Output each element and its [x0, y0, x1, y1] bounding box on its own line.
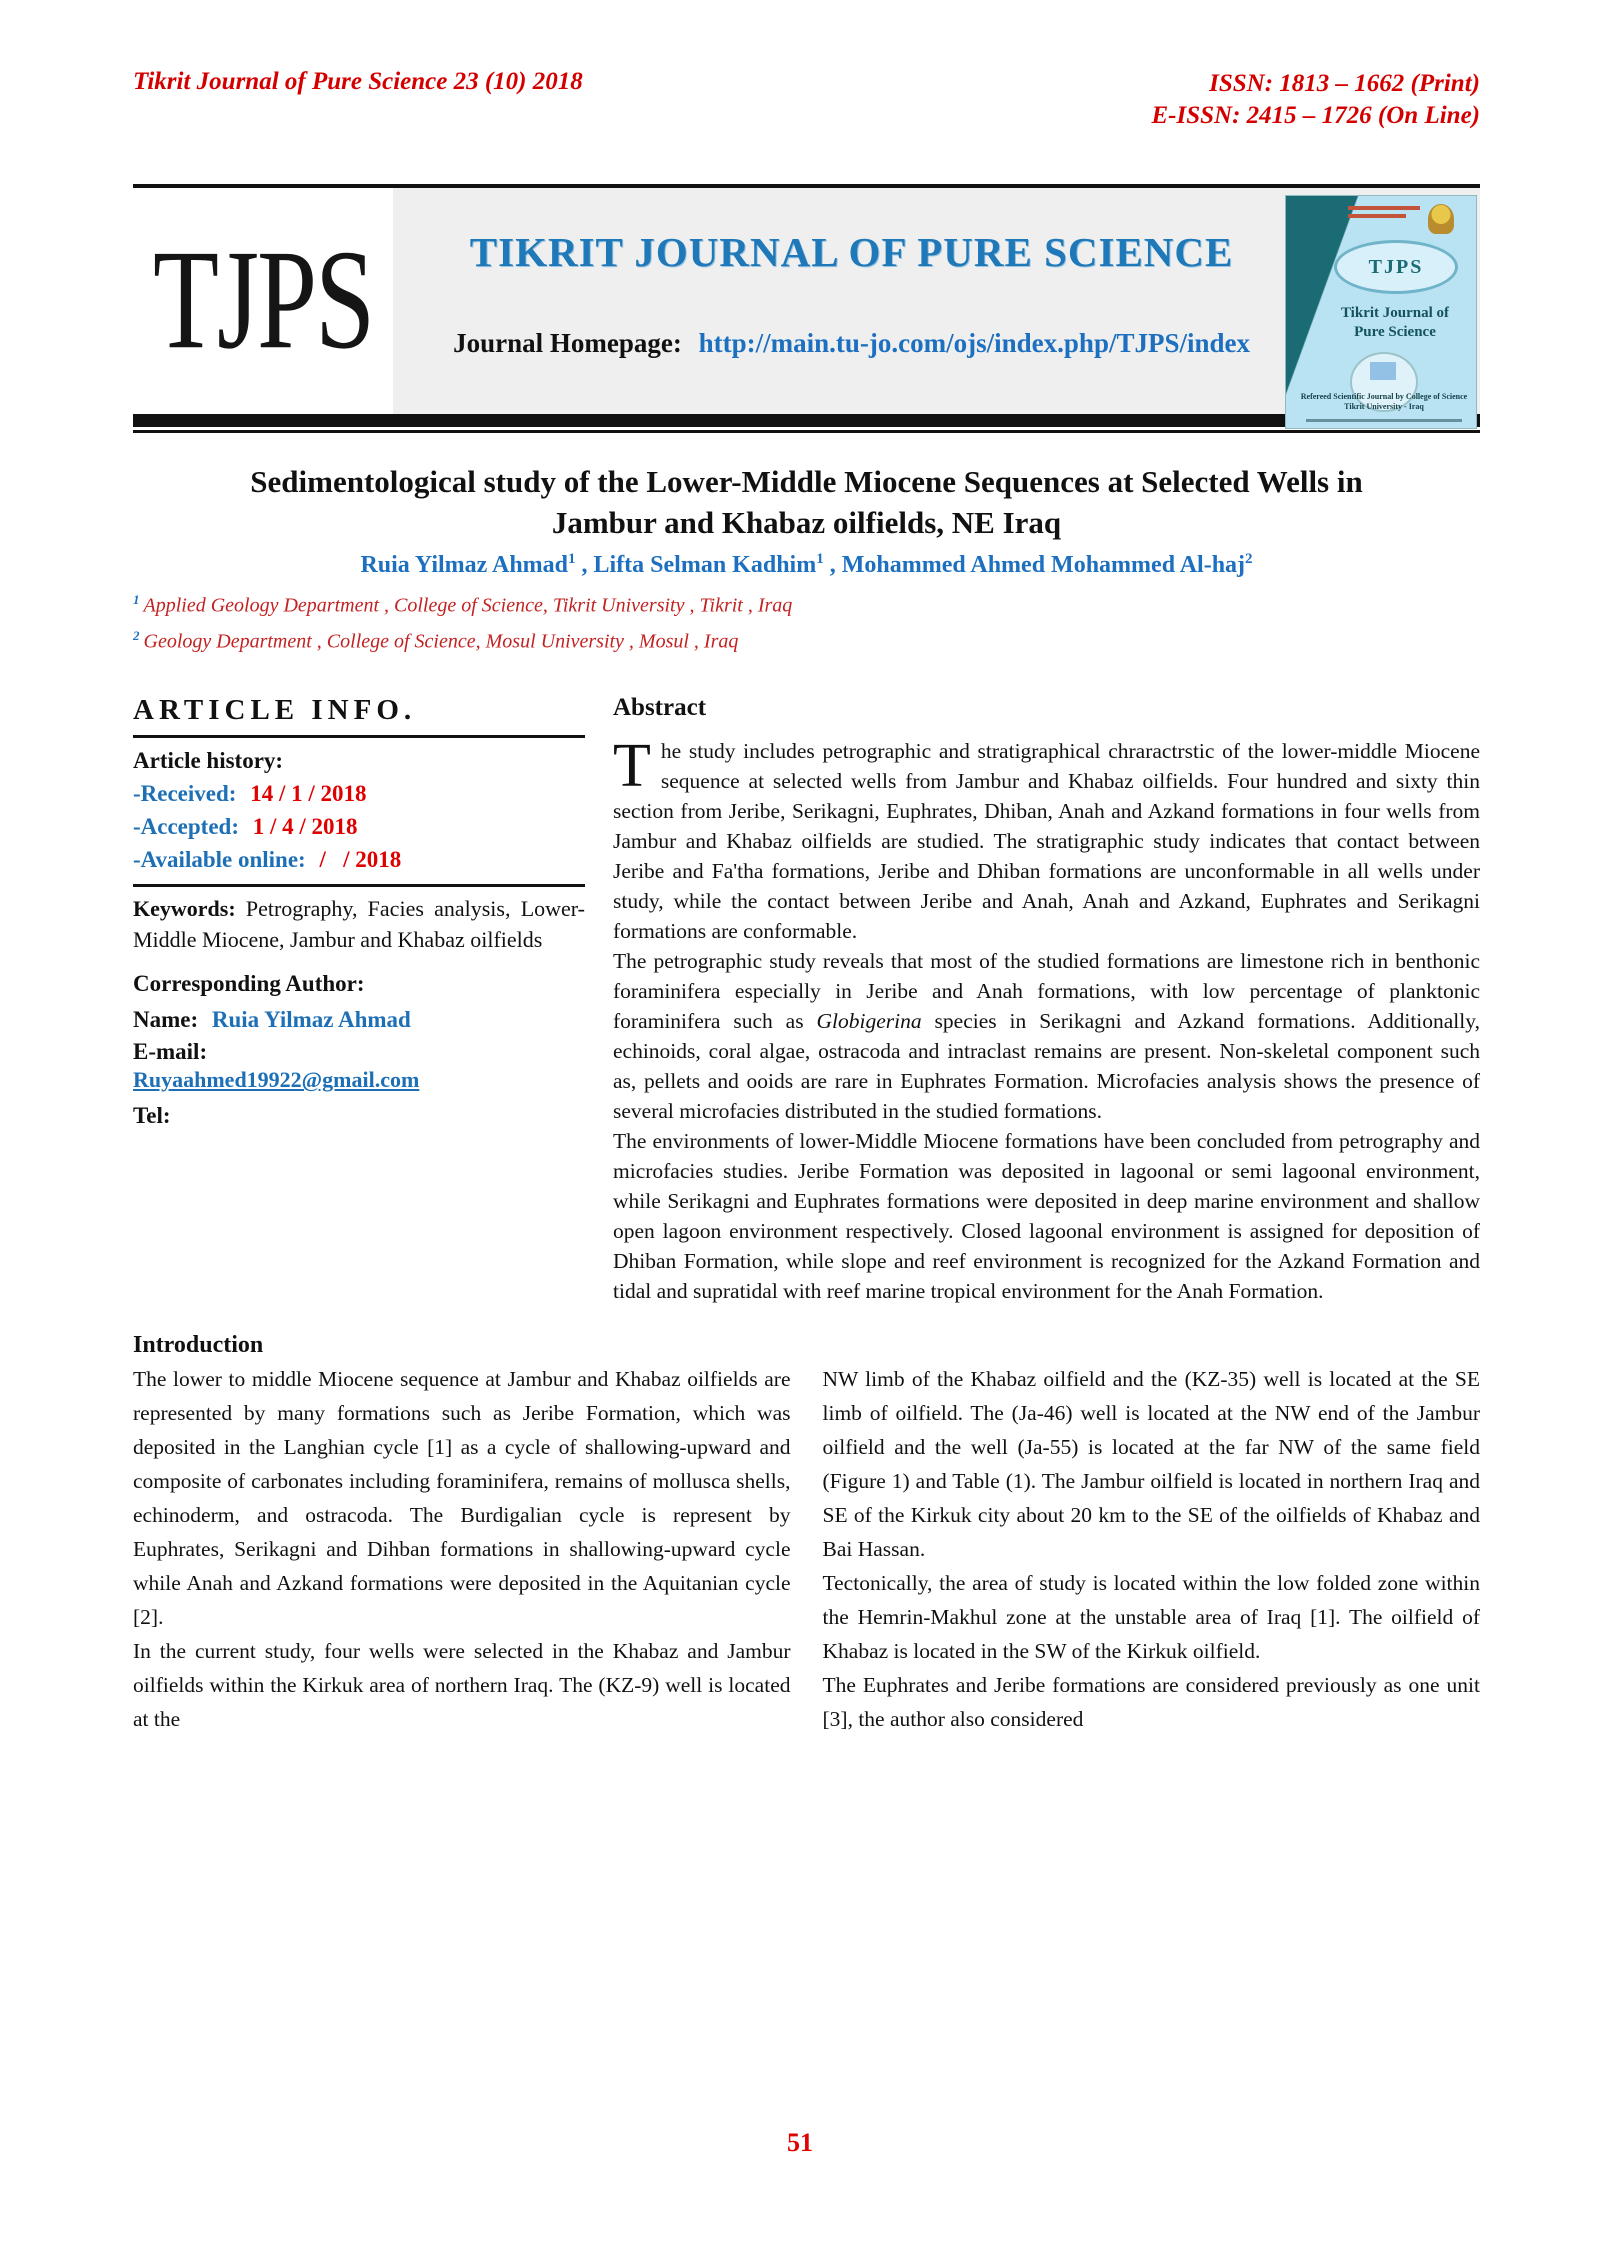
- corresponding-author-label: Corresponding Author:: [133, 971, 365, 997]
- available-online-line: [133, 843, 585, 876]
- homepage-label: Journal Homepage:: [453, 328, 682, 358]
- page-header: [133, 0, 1480, 132]
- cover-footer-text: [1300, 392, 1468, 412]
- received-line: [133, 777, 585, 810]
- cover-journal-name: [1320, 304, 1470, 342]
- journal-reference: Tikrit Journal of Pure Science 23 (10) 2018: [133, 68, 583, 95]
- author-2: Lifta Selman Kadhim: [593, 552, 817, 578]
- tjps-logo: [133, 188, 393, 414]
- author-3: Mohammed Ahmed Mohammed Al-haj: [841, 552, 1246, 578]
- banner-divider-thick: [133, 414, 1480, 427]
- available-online-date: / / 2018: [319, 847, 402, 873]
- article-history-label: Article history:: [133, 748, 284, 774]
- journal-cover-thumbnail: [1286, 196, 1476, 428]
- page-number: 51: [787, 2128, 813, 2157]
- article-info-panel: [133, 694, 585, 1306]
- abstract-paragraph-2-lead: The petrographic study reveals that most of the studied formations are limestone rich in benthonic foraminifera especially in Jeribe and Anah formations, with low percentage of planktonic foraminifera such as: [613, 949, 1480, 1034]
- affiliations: [133, 585, 1480, 656]
- accepted-date: 1 / 4 / 2018: [252, 814, 358, 840]
- received-label: -Received:: [133, 781, 237, 807]
- author-1: Ruia Yilmaz Ahmad: [360, 552, 569, 578]
- tel-label: Tel:: [133, 1103, 171, 1129]
- keywords-block: [133, 893, 585, 955]
- affiliation-2-sup: 2: [133, 627, 140, 643]
- introduction-right-column: [823, 1328, 1481, 1736]
- affiliation-2: [133, 621, 1480, 657]
- banner-journal-title: TIKRIT JOURNAL OF PURE SCIENCE: [469, 229, 1234, 275]
- introduction-left-column: [133, 1328, 791, 1736]
- affiliation-2-text: Geology Department , College of Science, Mosul University , Mosul , Iraq: [143, 630, 739, 653]
- author-separator: ,: [575, 552, 594, 578]
- abstract-heading: Abstract: [613, 694, 707, 722]
- tjps-logo-text: TJPS: [153, 221, 374, 379]
- affiliation-1-sup: 1: [133, 592, 140, 607]
- keywords-label: Keywords:: [133, 896, 236, 922]
- issn-block: [1152, 68, 1481, 132]
- keywords-text: Petrography, Facies analysis, Lower-Middle Miocene, Jambur and Khabaz oilfields: [133, 896, 585, 953]
- journal-banner: [133, 184, 1480, 433]
- abstract-dropcap: T: [613, 732, 651, 801]
- name-label: Name:: [133, 1007, 199, 1033]
- introduction-right-paragraph-1: NW limb of the Khabaz oilfield and the (KZ-35) well is located at the SE limb of oilfield. The (Ja-46) well is located at the NW end of the Jambur oilfield and the well (Ja-55) is located at the far NW of the same field (Figure 1) and Table (1). The Jambur oilfield is located in northern Iraq and SE of the Kirkuk city about 20 km to the SE of the oilfields of Khabaz and Bai Hassan.: [822, 1367, 1480, 1562]
- available-online-label: -Available online:: [133, 847, 306, 873]
- received-date: 14 / 1 / 2018: [250, 781, 367, 807]
- cover-journal-name-line1: Tikrit Journal of: [1340, 305, 1450, 321]
- article-info-rule-top: [133, 735, 585, 738]
- corresponding-name-line: [133, 1007, 585, 1033]
- cover-journal-name-line2: Pure Science: [1354, 324, 1436, 340]
- article-info-rule-bottom: [133, 884, 585, 887]
- abstract-paragraph-1-text: he study includes petrographic and stratigraphical chraractrstic of the lower-middle Miocene sequence at selected wells from Jambur and Khabaz oilfields. Four hundred and sixty thin section from Jeribe, Serikagni, Euphrates, Dhiban, Anah and Azkand formations in four wells from Jambur and Khabaz oilfields are studied. The stratigraphic study indicates that contact between Jeribe and Fa'tha formations, Jeribe and Dhiban formations are unconformable in all wells under study, while the contact between Jeribe and Anah, Anah and Azkand, Euphrates and Serikagni formations are conformable.: [613, 739, 1480, 944]
- cover-footer-line2: Tikrit University - Iraq: [1344, 402, 1424, 411]
- accepted-label: -Accepted:: [133, 814, 240, 840]
- author-1-sup: 1: [568, 551, 576, 567]
- accepted-line: [133, 810, 585, 843]
- introduction-left-paragraph-2: In the current study, four wells were selected in the Khabaz and Jambur oilfields within the Kirkuk area of northern Iraq. The (KZ-9) well is located at the: [133, 1639, 791, 1732]
- abstract-paragraph-2-tail: species in Serikagni and Azkand formations. Additionally, echinoids, coral algae, ostracoda and intraclast remains are present. Non-skeletal component such as, pellets and ooids are rare in Euphrates Formation. Microfacies analysis shows the presence of several microfacies distributed in the studied formations.: [613, 1009, 1480, 1124]
- affiliation-1: [133, 585, 1480, 621]
- cover-footer-line1: Refereed Scientific Journal by College of Science: [1300, 392, 1468, 401]
- introduction-section: [133, 1328, 1480, 1736]
- university-crest-icon: [1428, 204, 1454, 234]
- introduction-heading: Introduction: [133, 1332, 264, 1359]
- issn-print: ISSN: 1813 – 1662 (Print): [1209, 70, 1480, 97]
- abstract-paragraph-1: [613, 732, 1480, 946]
- affiliation-1-text: Applied Geology Department , College of Science, Tikrit University , Tikrit , Iraq: [143, 594, 793, 617]
- article-title: Sedimentological study of the Lower-Middle Miocene Sequences at Selected Wells in Jambur and Khabaz oilfields, NE Iraq: [250, 464, 1363, 540]
- cover-tjps-text: TJPS: [1368, 255, 1424, 278]
- authors-line: [133, 551, 1480, 579]
- cover-issn-lines: [1348, 206, 1420, 222]
- author-2-sup: 1: [816, 551, 824, 567]
- introduction-right-spacer: [823, 1328, 1481, 1362]
- banner-divider-thin: [133, 430, 1480, 433]
- issn-online: E-ISSN: 2415 – 1726 (On Line): [1151, 102, 1480, 129]
- abstract-genus-italic: Globigerina: [816, 1009, 922, 1034]
- abstract-paragraph-3: The environments of lower-Middle Miocene formations have been concluded from petrography and microfacies studies. Jeribe Formation was deposited in lagoonal or semi lagoonal environment, while Serikagni and Euphrates formations were deposited in deep marine environment and shallow open lagoon environment respectively. Closed lagoonal environment is assigned for deposition of Dhiban Formation, while slope and reef environment is recognized for the Azkand Formation and tidal and supratidal with reef marine tropical environment for the Anah Formation.: [613, 1129, 1480, 1304]
- email-link[interactable]: Ruyaahmed19922@gmail.com: [133, 1067, 420, 1093]
- abstract-section: [613, 694, 1480, 1306]
- homepage-link[interactable]: http://main.tu-jo.com/ojs/index.php/TJPS/index: [698, 328, 1250, 358]
- corresponding-name: Ruia Yilmaz Ahmad: [211, 1007, 411, 1033]
- introduction-right-paragraph-3: The Euphrates and Jeribe formations are considered previously as one unit [3], the author also considered: [822, 1673, 1480, 1732]
- email-label: E-mail:: [133, 1039, 208, 1065]
- article-info-heading: ARTICLE INFO.: [133, 694, 417, 727]
- author-separator: ,: [823, 552, 842, 578]
- introduction-right-paragraph-2: Tectonically, the area of study is located within the low folded zone within the Hemrin-Makhul zone at the unstable area of Iraq [1]. The oilfield of Khabaz is located in the SW of the Kirkuk oilfield.: [822, 1571, 1480, 1664]
- cover-tjps-badge: [1334, 240, 1458, 294]
- author-3-sup: 2: [1245, 551, 1253, 567]
- introduction-left-paragraph-1: The lower to middle Miocene sequence at Jambur and Khabaz oilfields are represented by many formations such as Jeribe Formation, which was deposited in the Langhian cycle [1] as a cycle of shallowing-upward and composite of carbonates including foraminifera, remains of mollusca shells, echinoderm, and ostracoda. The Burdigalian cycle is represent by Euphrates, Serikagni and Dihban formations in shallowing-upward cycle while Anah and Azkand formations were deposited in the Aquitanian cycle [2].: [133, 1367, 791, 1630]
- abstract-paragraph-2: [613, 946, 1480, 1126]
- cover-footer-tiny-line: [1306, 419, 1462, 422]
